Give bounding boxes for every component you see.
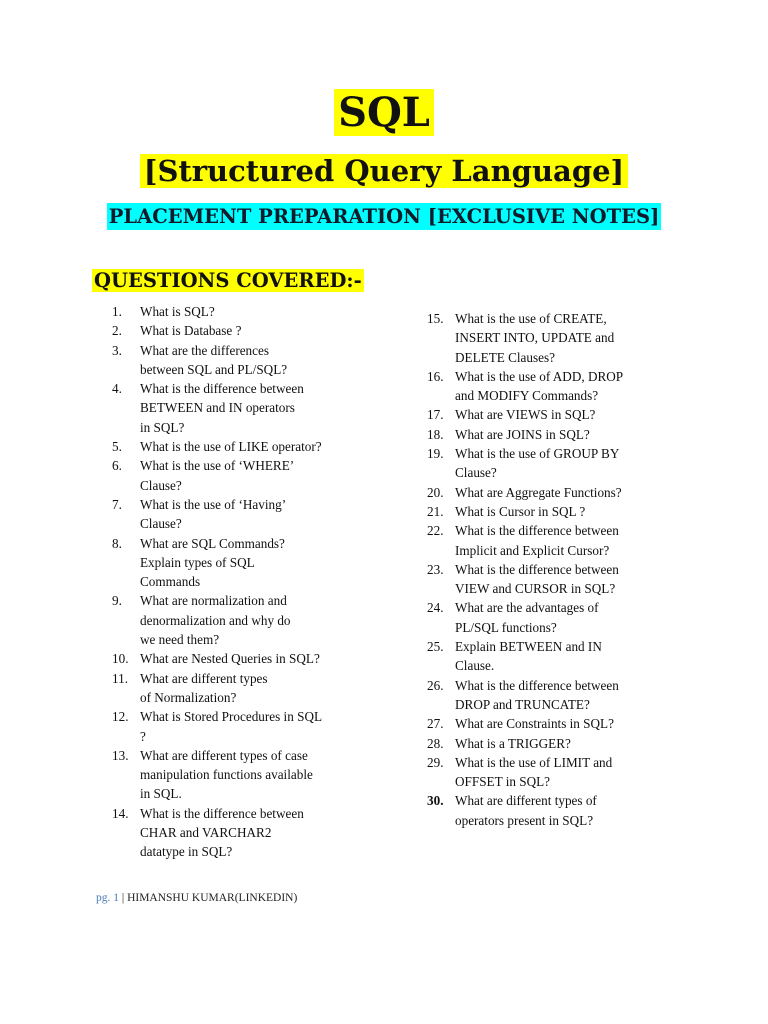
question-item bbox=[427, 637, 657, 676]
subtitle-text: [Structured Query Language] bbox=[140, 154, 629, 188]
page-number: pg. 1 bbox=[96, 892, 119, 904]
question-item bbox=[427, 753, 657, 792]
question-text: What is the difference between Implicit and Explicit Cursor? bbox=[455, 523, 619, 558]
question-number: 27. bbox=[427, 716, 444, 732]
question-text: What is the difference between BETWEEN and IN operators in SQL? bbox=[140, 381, 304, 435]
question-text: What is Stored Procedures in SQL ? bbox=[140, 709, 323, 744]
question-item bbox=[427, 734, 657, 753]
question-text: What are SQL Commands? Explain types of SQL Commands bbox=[140, 535, 285, 590]
question-number: 16. bbox=[427, 368, 444, 384]
question-text: What are the advantages of PL/SQL functions? bbox=[455, 600, 599, 635]
question-number: 9. bbox=[112, 593, 122, 609]
question-item bbox=[112, 669, 362, 708]
question-item bbox=[112, 341, 362, 380]
question-item bbox=[427, 676, 657, 715]
question-text: Explain BETWEEN and IN Clause. bbox=[455, 639, 602, 674]
question-item bbox=[112, 437, 362, 456]
question-number: 1. bbox=[112, 304, 122, 319]
question-item bbox=[112, 321, 362, 340]
question-item bbox=[112, 746, 362, 804]
question-number: 5. bbox=[112, 439, 122, 455]
questions-list-left bbox=[112, 302, 362, 862]
question-item bbox=[112, 302, 362, 321]
question-item bbox=[112, 379, 362, 437]
question-item bbox=[427, 598, 657, 637]
question-number: 13. bbox=[112, 747, 129, 763]
question-number: 28. bbox=[427, 735, 444, 751]
document-title bbox=[0, 88, 768, 138]
question-item bbox=[112, 804, 362, 862]
question-item bbox=[112, 707, 362, 746]
questions-list-right bbox=[427, 309, 657, 830]
question-number: 23. bbox=[427, 561, 444, 577]
question-number: 14. bbox=[112, 805, 129, 821]
question-item bbox=[427, 405, 657, 424]
question-number: 4. bbox=[112, 381, 122, 397]
question-number: 7. bbox=[112, 496, 122, 512]
question-number: 10. bbox=[112, 651, 129, 667]
question-text: What are the differences between SQL and PL/SQL? bbox=[140, 342, 288, 377]
question-number: 15. bbox=[427, 311, 444, 326]
question-item bbox=[427, 425, 657, 444]
question-text: What is the use of ‘WHERE’ Clause? bbox=[140, 458, 295, 493]
question-number: 25. bbox=[427, 639, 444, 655]
question-text: What are JOINS in SQL? bbox=[455, 426, 590, 442]
question-number: 26. bbox=[427, 677, 444, 693]
question-item bbox=[427, 521, 657, 560]
question-text: What is the difference between VIEW and CURSOR in SQL? bbox=[455, 561, 619, 597]
question-item bbox=[112, 534, 362, 592]
page-footer bbox=[96, 892, 297, 904]
question-item bbox=[427, 483, 657, 502]
question-text: What are different types of Normalization? bbox=[140, 670, 268, 705]
question-number: 19. bbox=[427, 446, 444, 462]
title-text: SQL bbox=[334, 89, 434, 136]
question-number: 2. bbox=[112, 323, 122, 339]
question-item bbox=[112, 649, 362, 668]
question-text: What is the difference between DROP and TRUNCATE? bbox=[455, 677, 619, 712]
question-text: What is the use of LIKE operator? bbox=[140, 439, 322, 455]
footer-separator: | bbox=[119, 892, 128, 904]
question-text: What is the use of ADD, DROP and MODIFY Commands? bbox=[455, 368, 624, 404]
question-text: What is the use of LIMIT and OFFSET in SQL? bbox=[455, 754, 613, 790]
question-number: 6. bbox=[112, 458, 122, 474]
document-subtitle bbox=[0, 148, 768, 194]
question-text: What are Constraints in SQL? bbox=[455, 716, 614, 732]
question-item bbox=[427, 791, 657, 830]
question-number: 24. bbox=[427, 600, 444, 616]
question-text: What is a TRIGGER? bbox=[455, 735, 571, 751]
question-number: 30. bbox=[427, 793, 444, 809]
banner-text: PLACEMENT PREPARATION [EXCLUSIVE NOTES] bbox=[108, 205, 660, 228]
question-number: 12. bbox=[112, 709, 129, 725]
question-item bbox=[112, 495, 362, 534]
question-text: What is the use of CREATE, INSERT INTO, UPDATE and DELETE Clauses? bbox=[455, 311, 615, 365]
question-number: 18. bbox=[427, 426, 444, 442]
question-text: What is the use of GROUP BY Clause? bbox=[455, 446, 620, 481]
placement-banner bbox=[0, 202, 768, 232]
question-text: What are Nested Queries in SQL? bbox=[140, 651, 320, 667]
question-item bbox=[427, 502, 657, 521]
questions-heading-text: QUESTIONS COVERED:- bbox=[94, 269, 362, 292]
question-number: 8. bbox=[112, 535, 122, 551]
question-text: What are different types of operators present in SQL? bbox=[455, 793, 597, 828]
question-number: 29. bbox=[427, 754, 444, 770]
question-text: What is the difference between CHAR and VARCHAR2 datatype in SQL? bbox=[140, 805, 304, 860]
question-number: 21. bbox=[427, 503, 444, 519]
question-text: What is SQL? bbox=[140, 304, 215, 319]
question-text: What are different types of case manipulation functions available in SQL. bbox=[140, 747, 313, 802]
question-item bbox=[427, 367, 657, 406]
question-item bbox=[427, 444, 657, 483]
question-number: 17. bbox=[427, 407, 444, 423]
question-item bbox=[427, 560, 657, 599]
question-text: What is Database ? bbox=[140, 323, 242, 339]
question-item bbox=[427, 714, 657, 733]
question-text: What are Aggregate Functions? bbox=[455, 484, 622, 500]
question-text: What is Cursor in SQL ? bbox=[455, 503, 586, 519]
question-text: What are VIEWS in SQL? bbox=[455, 407, 596, 423]
question-number: 20. bbox=[427, 484, 444, 500]
question-item bbox=[112, 456, 362, 495]
footer-author: HIMANSHU KUMAR(LINKEDIN) bbox=[127, 892, 298, 904]
question-number: 3. bbox=[112, 342, 122, 358]
question-text: What is the use of ‘Having’ Clause? bbox=[140, 496, 287, 532]
question-number: 22. bbox=[427, 523, 444, 539]
question-item bbox=[427, 309, 657, 367]
question-text: What are normalization and denormalization and why do we need them? bbox=[140, 593, 291, 648]
questions-heading bbox=[92, 266, 364, 296]
question-item bbox=[112, 591, 362, 649]
question-number: 11. bbox=[112, 670, 128, 686]
